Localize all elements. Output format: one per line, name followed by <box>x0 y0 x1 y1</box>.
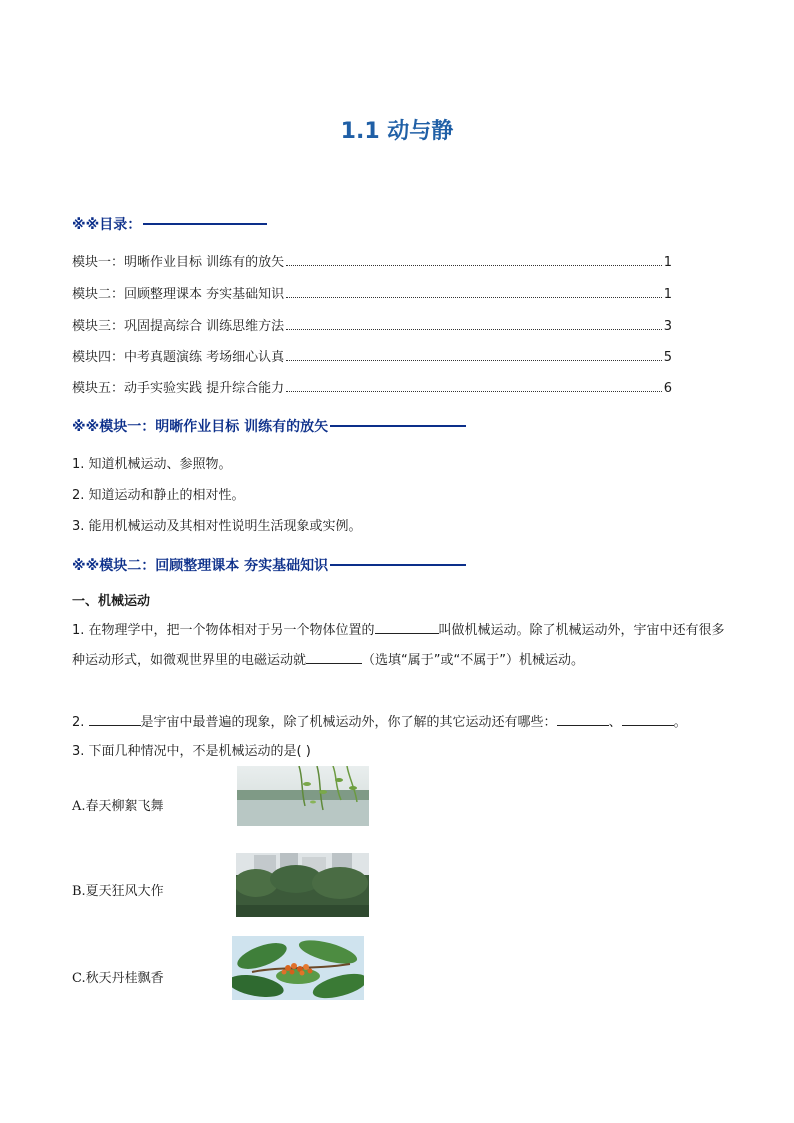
toc-item-4[interactable] <box>72 346 672 365</box>
willow-lake-image <box>237 766 369 826</box>
module2-heading <box>72 555 466 575</box>
q2-sep: 、 <box>608 715 622 730</box>
goal-2: 2. 知道运动和静止的相对性。 <box>72 488 245 503</box>
goal-1: 1. 知道机械运动、参照物。 <box>72 457 232 472</box>
section-title: 一、机械运动 <box>72 594 151 609</box>
toc-heading-rule <box>143 223 267 225</box>
option-c-label[interactable]: C.秋天丹桂飘香 <box>72 971 164 986</box>
module2-heading-text: ※※模块二：回顾整理课本 夯实基础知识 <box>72 558 329 574</box>
toc-item-2[interactable] <box>72 283 672 302</box>
windy-trees-image <box>236 853 369 917</box>
q2-blank-1[interactable] <box>89 711 141 726</box>
option-a-label[interactable]: A.春天柳絮飞舞 <box>72 799 164 814</box>
q2-end: 。 <box>673 715 687 730</box>
question-2 <box>72 711 687 730</box>
osmanthus-image <box>232 936 364 1000</box>
toc-item-label: 模块一：明晰作业目标 训练有的放矢 <box>72 255 285 270</box>
toc-item-label: 模块四：中考真题演练 考场细心认真 <box>72 350 285 365</box>
toc-item-page: 5 <box>663 350 672 365</box>
question-3: 3. 下面几种情况中，不是机械运动的是( ) <box>72 744 311 759</box>
module2-heading-rule <box>330 564 466 566</box>
page-title: 1.1 动与静 <box>340 119 454 144</box>
option-a-photo <box>237 766 369 826</box>
q1-text-2: 叫做机械运动。除了机械运动外，宇宙中还有很多种运动形式，如微观世界里的电磁运动就 <box>72 623 725 668</box>
toc-leader <box>286 391 662 392</box>
option-b-label[interactable]: B.夏天狂风大作 <box>72 884 164 899</box>
q2-text-2: 是宇宙中最普遍的现象，除了机械运动外，你了解的其它运动还有哪些： <box>140 715 557 730</box>
q1-blank-2[interactable] <box>306 649 362 664</box>
q2-blank-2[interactable] <box>557 711 609 726</box>
toc-item-3[interactable] <box>72 315 672 334</box>
q1-text-3: （选填“属于”或“不属于”）机械运动。 <box>362 653 584 668</box>
question-1 <box>72 616 726 676</box>
toc-item-label: 模块五：动手实验实践 提升综合能力 <box>72 381 285 396</box>
toc-item-page: 6 <box>663 381 672 396</box>
toc-item-1[interactable] <box>72 251 672 270</box>
toc-leader <box>286 360 662 361</box>
toc-item-5[interactable] <box>72 377 672 396</box>
module1-heading <box>72 416 466 436</box>
toc-heading-text: ※※目录： <box>72 217 142 233</box>
toc-item-label: 模块三：巩固提高综合 训练思维方法 <box>72 319 285 334</box>
toc-heading <box>72 214 267 234</box>
option-c-photo <box>232 936 364 1000</box>
toc-leader <box>286 329 662 330</box>
q1-text-1: 1. 在物理学中，把一个物体相对于另一个物体位置的 <box>72 623 375 638</box>
goal-3: 3. 能用机械运动及其相对性说明生活现象或实例。 <box>72 519 362 534</box>
toc-item-page: 1 <box>663 287 672 302</box>
option-b-photo <box>236 853 369 917</box>
module1-heading-rule <box>330 425 466 427</box>
toc-item-label: 模块二：回顾整理课本 夯实基础知识 <box>72 287 285 302</box>
q2-text-1: 2. <box>72 715 89 730</box>
module1-heading-text: ※※模块一：明晰作业目标 训练有的放矢 <box>72 419 329 435</box>
toc-leader <box>286 265 662 266</box>
toc-item-page: 1 <box>663 255 672 270</box>
toc-item-page: 3 <box>663 319 672 334</box>
q2-blank-3[interactable] <box>622 711 674 726</box>
toc-leader <box>286 297 662 298</box>
q1-blank-1[interactable] <box>375 619 439 634</box>
